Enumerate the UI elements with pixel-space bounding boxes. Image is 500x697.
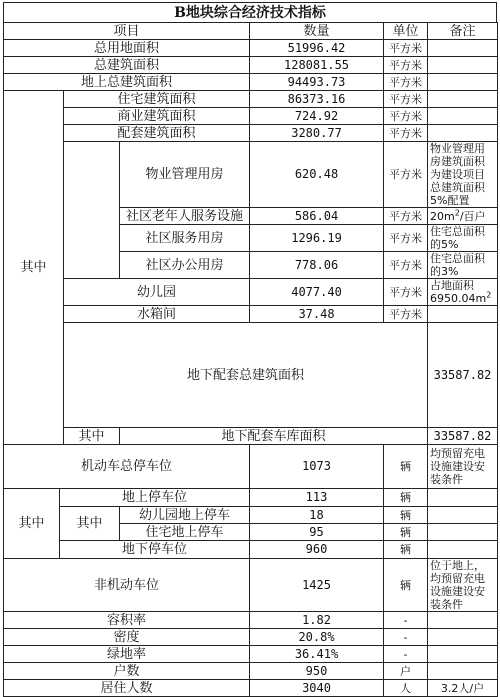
row-value: 51996.42 bbox=[250, 40, 384, 57]
header-unit: 单位 bbox=[384, 23, 428, 40]
remark-superscript: 2 bbox=[486, 290, 492, 300]
row-remark bbox=[428, 612, 498, 629]
header-row bbox=[4, 23, 498, 40]
indicator-sheet bbox=[3, 2, 497, 697]
row-unit: 平方米 bbox=[384, 108, 428, 125]
table-row bbox=[4, 142, 498, 208]
row-remark bbox=[428, 208, 498, 225]
remark-text: 20m bbox=[430, 209, 455, 223]
table-row bbox=[4, 323, 498, 428]
table-row bbox=[4, 663, 498, 680]
row-remark bbox=[428, 646, 498, 663]
row-label: 机动车总停车位 bbox=[4, 445, 250, 489]
row-remark: 位于地上，均预留充电设施建设安装条件 bbox=[428, 559, 498, 612]
table-row bbox=[4, 428, 498, 445]
row-label: 非机动车位 bbox=[4, 559, 250, 612]
row-label: 总用地面积 bbox=[4, 40, 250, 57]
row-remark: 住宅总面积的5% bbox=[428, 225, 498, 252]
row-unit: 平方米 bbox=[384, 279, 428, 306]
table-row bbox=[4, 489, 498, 507]
row-remark bbox=[428, 125, 498, 142]
row-unit: 平方米 bbox=[384, 306, 428, 323]
row-remark bbox=[428, 40, 498, 57]
row-label: 社区办公用房 bbox=[120, 252, 250, 279]
row-unit: 户 bbox=[384, 663, 428, 680]
row-value: 1.82 bbox=[250, 612, 384, 629]
row-unit: 辆 bbox=[384, 489, 428, 507]
row-value: 37.48 bbox=[250, 306, 384, 323]
row-unit: 平方米 bbox=[384, 57, 428, 74]
row-remark bbox=[428, 489, 498, 507]
table-row bbox=[4, 91, 498, 108]
group-label-parking: 其中 bbox=[4, 489, 60, 559]
row-unit: 平方米 bbox=[384, 142, 428, 208]
row-label: 住宅建筑面积 bbox=[64, 91, 250, 108]
row-remark bbox=[428, 541, 498, 559]
row-unit: 平方米 bbox=[384, 252, 428, 279]
indicator-table bbox=[3, 22, 498, 697]
table-row bbox=[4, 125, 498, 142]
table-row bbox=[4, 57, 498, 74]
row-value: 3040 bbox=[250, 680, 384, 697]
row-label: 住宅地上停车 bbox=[120, 524, 250, 541]
row-value: 724.92 bbox=[250, 108, 384, 125]
row-label: 商业建筑面积 bbox=[64, 108, 250, 125]
row-unit: 平方米 bbox=[384, 225, 428, 252]
row-label: 幼儿园 bbox=[64, 279, 250, 306]
row-value: 113 bbox=[250, 489, 384, 507]
row-remark bbox=[428, 74, 498, 91]
row-value: 18 bbox=[250, 507, 384, 524]
group-label-underground: 其中 bbox=[64, 428, 120, 445]
row-value: 3280.77 bbox=[250, 125, 384, 142]
row-remark bbox=[428, 306, 498, 323]
table-row bbox=[4, 507, 498, 524]
table-title: B地块综合经济技术指标 bbox=[3, 2, 497, 22]
group-label-above-ground: 其中 bbox=[4, 91, 64, 445]
table-row bbox=[4, 279, 498, 306]
row-remark bbox=[428, 663, 498, 680]
row-unit: - bbox=[384, 629, 428, 646]
row-label: 绿地率 bbox=[4, 646, 250, 663]
row-unit: 平方米 bbox=[384, 91, 428, 108]
header-quantity: 数量 bbox=[250, 23, 384, 40]
table-row bbox=[4, 612, 498, 629]
row-remark: 住宅总面积的3% bbox=[428, 252, 498, 279]
table-row bbox=[4, 445, 498, 489]
table-row bbox=[4, 629, 498, 646]
remark-superscript: 2 bbox=[454, 207, 460, 217]
row-value: 128081.55 bbox=[250, 57, 384, 74]
row-remark bbox=[428, 91, 498, 108]
row-value: 4077.40 bbox=[250, 279, 384, 306]
row-remark bbox=[428, 279, 498, 306]
remark-text: /百户 bbox=[459, 209, 486, 223]
row-unit: 辆 bbox=[384, 524, 428, 541]
remark-text: 占地面积6950.04m bbox=[430, 279, 487, 305]
table-row bbox=[4, 306, 498, 323]
row-remark bbox=[428, 57, 498, 74]
group-label-above-parking: 其中 bbox=[60, 507, 120, 541]
row-value: 960 bbox=[250, 541, 384, 559]
row-value: 1296.19 bbox=[250, 225, 384, 252]
header-item: 项目 bbox=[4, 23, 250, 40]
row-remark: 均预留充电设施建设安装条件 bbox=[428, 445, 498, 489]
row-label: 社区服务用房 bbox=[120, 225, 250, 252]
row-value: 33587.82 bbox=[428, 428, 498, 445]
row-remark bbox=[428, 629, 498, 646]
row-label: 户数 bbox=[4, 663, 250, 680]
row-label: 地下配套总建筑面积 bbox=[64, 323, 428, 428]
row-label: 地下停车位 bbox=[60, 541, 250, 559]
row-label: 幼儿园地上停车 bbox=[120, 507, 250, 524]
row-unit: 辆 bbox=[384, 507, 428, 524]
header-remark: 备注 bbox=[428, 23, 498, 40]
group-spacer bbox=[64, 142, 120, 279]
row-value: 95 bbox=[250, 524, 384, 541]
row-label: 地上总建筑面积 bbox=[4, 74, 250, 91]
row-unit: 平方米 bbox=[384, 125, 428, 142]
row-unit: - bbox=[384, 612, 428, 629]
table-row bbox=[4, 40, 498, 57]
row-remark: 3.2人/户 bbox=[428, 680, 498, 697]
row-value: 20.8% bbox=[250, 629, 384, 646]
row-label: 社区老年人服务设施 bbox=[120, 208, 250, 225]
row-label: 物业管理用房 bbox=[120, 142, 250, 208]
row-label: 总建筑面积 bbox=[4, 57, 250, 74]
row-label: 密度 bbox=[4, 629, 250, 646]
row-remark bbox=[428, 108, 498, 125]
row-value: 94493.73 bbox=[250, 74, 384, 91]
row-remark bbox=[428, 524, 498, 541]
row-unit: 平方米 bbox=[384, 74, 428, 91]
row-label: 居住人数 bbox=[4, 680, 250, 697]
row-unit: 平方米 bbox=[384, 40, 428, 57]
row-label: 地上停车位 bbox=[60, 489, 250, 507]
table-row bbox=[4, 646, 498, 663]
row-unit: - bbox=[384, 646, 428, 663]
row-value: 950 bbox=[250, 663, 384, 680]
row-value: 1073 bbox=[250, 445, 384, 489]
row-value: 36.41% bbox=[250, 646, 384, 663]
table-row bbox=[4, 680, 498, 697]
row-value: 620.48 bbox=[250, 142, 384, 208]
row-value: 586.04 bbox=[250, 208, 384, 225]
row-value: 778.06 bbox=[250, 252, 384, 279]
row-unit: 人 bbox=[384, 680, 428, 697]
row-label: 容积率 bbox=[4, 612, 250, 629]
row-value: 33587.82 bbox=[428, 323, 498, 428]
row-label: 水箱间 bbox=[64, 306, 250, 323]
row-value: 86373.16 bbox=[250, 91, 384, 108]
row-remark: 物业管理用房建筑面积为建设项目总建筑面积5%配置 bbox=[428, 142, 498, 208]
row-unit: 辆 bbox=[384, 445, 428, 489]
row-value: 1425 bbox=[250, 559, 384, 612]
table-row bbox=[4, 559, 498, 612]
row-label: 配套建筑面积 bbox=[64, 125, 250, 142]
row-label: 地下配套车库面积 bbox=[120, 428, 428, 445]
row-unit: 辆 bbox=[384, 541, 428, 559]
table-row bbox=[4, 74, 498, 91]
row-remark bbox=[428, 507, 498, 524]
table-row bbox=[4, 541, 498, 559]
row-unit: 平方米 bbox=[384, 208, 428, 225]
table-row bbox=[4, 108, 498, 125]
row-unit: 辆 bbox=[384, 559, 428, 612]
